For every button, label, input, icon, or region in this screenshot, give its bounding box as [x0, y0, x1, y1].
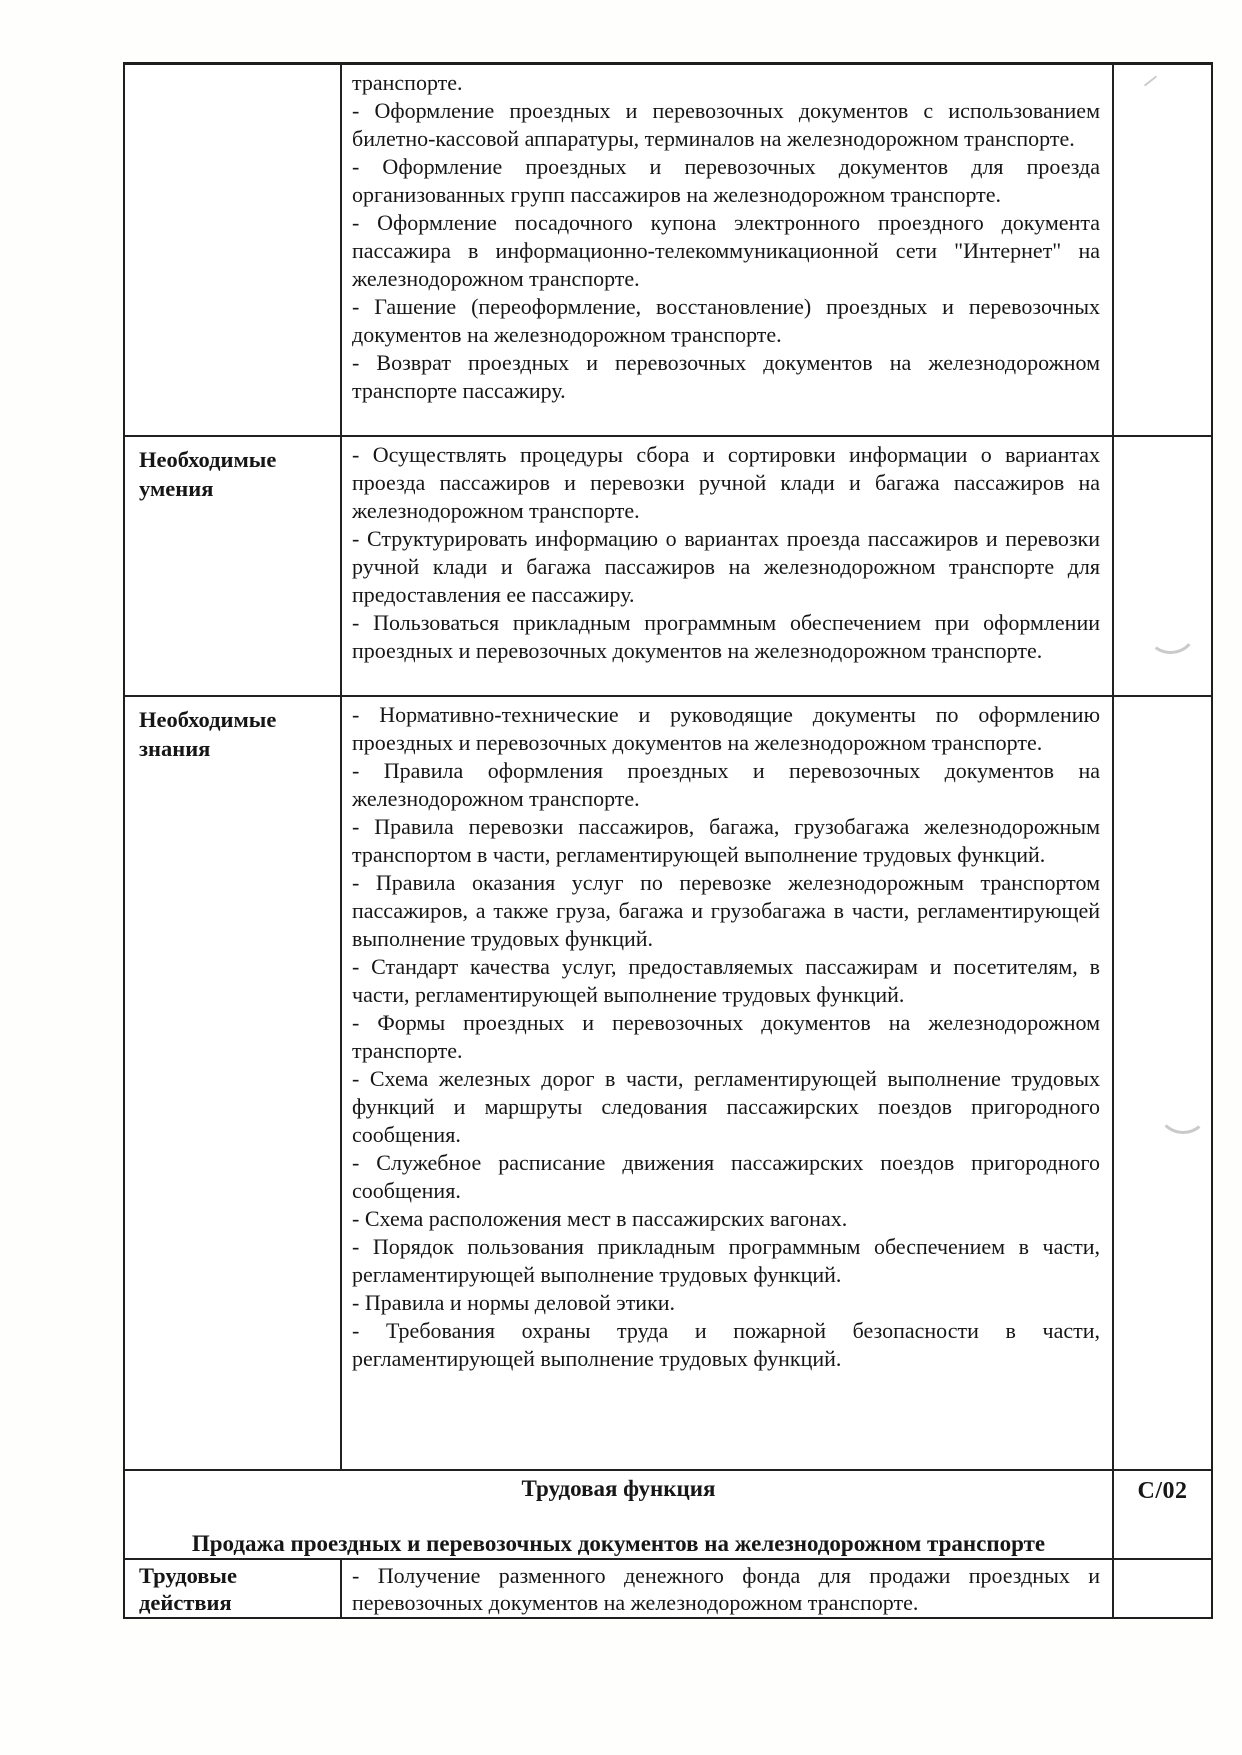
bullet-item: - Схема железных дорог в части, регламентирующей выполнение трудовых функций и маршруты следования пассажирских поездов пригородного сообщения.	[352, 1066, 1100, 1147]
required-skills-content-cell	[342, 437, 1114, 697]
bullet-item: - Порядок пользования прикладным программным обеспечением в части, регламентирующей выполнение трудовых функций.	[352, 1234, 1100, 1287]
row-label-empty	[125, 65, 342, 437]
margin-cell	[1114, 65, 1211, 437]
function-header-title: Трудовая функция	[521, 1476, 716, 1501]
bullet-item: - Оформление проездных и перевозочных документов для проезда организованных групп пассажиров на железнодорожном транспорте.	[352, 154, 1100, 207]
function-header-cell	[125, 1471, 1114, 1560]
professional-standard-table	[123, 62, 1213, 1619]
margin-cell	[1114, 1560, 1211, 1617]
bullet-item: - Пользоваться прикладным программным обеспечением при оформлении проездных и перевозочных документов на железнодорожном транспорте.	[352, 610, 1100, 663]
bullet-item: - Нормативно-технические и руководящие документы по оформлению проездных и перевозочных документов на железнодорожном транспорте.	[352, 702, 1100, 755]
bullet-item: - Оформление посадочного купона электронного проездного документа пассажира в информационно-телекоммуникационной сети "Интернет" на железнодорожном транспорте.	[352, 210, 1100, 291]
bullet-item: - Правила оказания услуг по перевозке железнодорожным транспортом пассажиров, а также груза, багажа и грузобагажа в части, регламентирующей выполнение трудовых функций.	[352, 870, 1100, 951]
row-label-required-skills: Необходимые умения	[125, 437, 342, 697]
continuation-content-cell	[342, 65, 1114, 437]
bullet-item: - Возврат проездных и перевозочных документов на железнодорожном транспорте пассажиру.	[352, 350, 1100, 403]
bullet-item: - Требования охраны труда и пожарной безопасности в части, регламентирующей выполнение трудовых функций.	[352, 1318, 1100, 1371]
bullet-item: - Стандарт качества услуг, предоставляемых пассажирам и посетителям, в части, регламентирующей выполнение трудовых функций.	[352, 954, 1100, 1007]
bullet-item: - Оформление проездных и перевозочных документов с использованием билетно-кассовой аппаратуры, терминалов на железнодорожном транспорте.	[352, 98, 1100, 151]
text-line: транспорте.	[352, 70, 463, 95]
function-code-badge: С/02	[1114, 1471, 1211, 1560]
bullet-item: - Правила и нормы деловой этики.	[352, 1290, 676, 1315]
bullet-item: - Структурировать информацию о вариантах проезда пассажиров и перевозки ручной клади и багажа пассажиров на железнодорожном транспорте для предоставления ее пассажиру.	[352, 526, 1100, 607]
bullet-item: - Получение разменного денежного фонда для продажи проездных и перевозочных документов на железнодорожном транспорте.	[352, 1563, 1100, 1615]
required-knowledge-content-cell	[342, 697, 1114, 1471]
bullet-item: - Гашение (переоформление, восстановление) проездных и перевозочных документов на железнодорожном транспорте.	[352, 294, 1100, 347]
row-label-work-actions: Трудовые действия	[125, 1560, 342, 1617]
margin-cell	[1114, 697, 1211, 1471]
bullet-item: - Правила оформления проездных и перевозочных документов на железнодорожном транспорте.	[352, 758, 1100, 811]
bullet-item: - Схема расположения мест в пассажирских вагонах.	[352, 1206, 848, 1231]
bullet-item: - Правила перевозки пассажиров, багажа, грузобагажа железнодорожным транспортом в части, регламентирующей выполнение трудовых функций.	[352, 814, 1100, 867]
bullet-item: - Формы проездных и перевозочных документов на железнодорожном транспорте.	[352, 1010, 1100, 1063]
row-label-required-knowledge: Необходимые знания	[125, 697, 342, 1471]
bullet-item: - Осуществлять процедуры сбора и сортировки информации о вариантах проезда пассажиров и перевозки ручной клади и багажа пассажиров на железнодорожном транспорте.	[352, 442, 1100, 523]
bullet-item: - Служебное расписание движения пассажирских поездов пригородного сообщения.	[352, 1150, 1100, 1203]
margin-cell	[1114, 437, 1211, 697]
function-name: Продажа проездных и перевозочных документов на железнодорожном транспорте	[191, 1531, 1046, 1556]
work-actions-content-cell	[342, 1560, 1114, 1617]
